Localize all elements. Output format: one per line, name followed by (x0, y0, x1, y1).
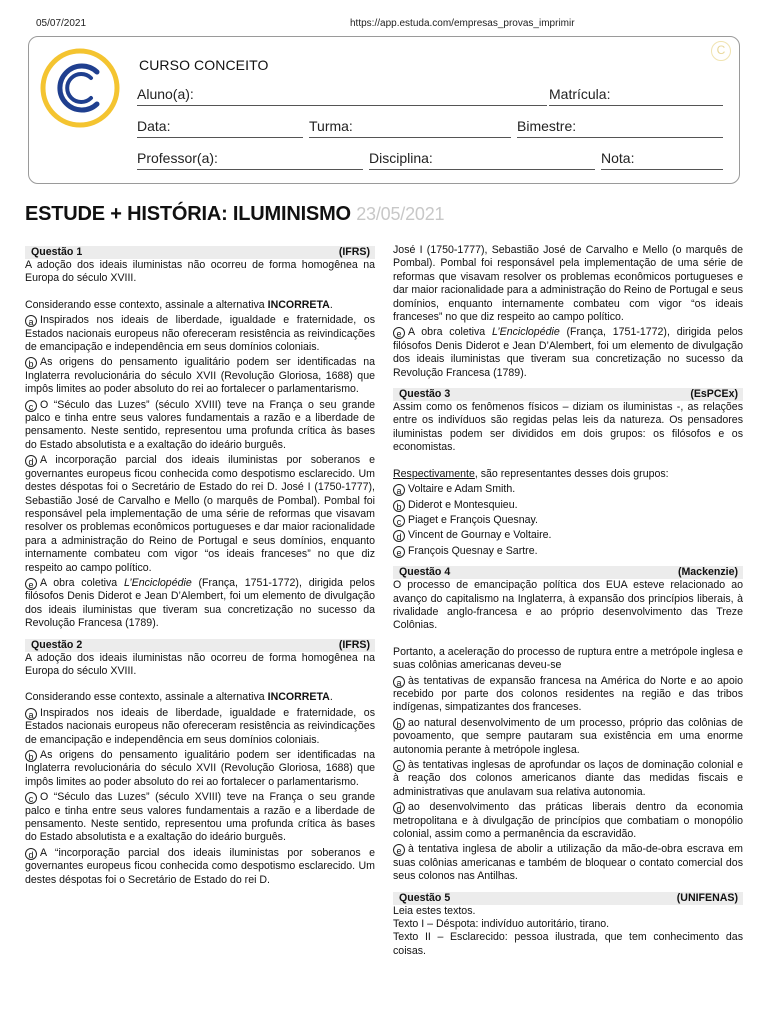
option-letter[interactable]: b (393, 500, 405, 512)
option-item[interactable]: a às tentativas de expansão francesa na América do Norte e ao apoio recebido por parte dos colonos residentes na região e das tribos indígenas, simpatizantes dos franceses. (393, 674, 743, 714)
data-field[interactable] (137, 115, 303, 138)
question-4-label: Questão 4 (399, 566, 451, 579)
question-2-continuation: José I (1750-1777), Sebastião José de Carvalho e Mello (o marquês de Pombal). Pombal foi responsável pela implementação de uma série de reformas que visavam resolver os problemas econômicos portugueses e dar maior racionalidade para a administração do Reino de Portugal e seus domínios, enquanto internamente combateu com vigor “os ideais franceses” no que diz respeito ao campo político. (393, 244, 743, 324)
option-letter[interactable]: c (25, 400, 37, 412)
option-item[interactable]: e A obra coletiva L’Enciclopédie (França, 1751-1772), dirigida pelos filósofos Denis Diderot e Jean D’Alembert, foi um elemento de divulgação dos ideais iluministas que tiveram sua concretização no sucesso da Revolução Francesa (1789). (393, 326, 743, 379)
professor-field[interactable] (137, 147, 363, 170)
question-5-text-1: Texto I – Déspota: indivíduo autoritário, tirano. (393, 918, 610, 931)
option-item[interactable]: b As origens do pensamento igualitário podem ser identificadas na Inglaterra revolucionária do século XVII (Revolução Gloriosa, 1688) que impôs limites ao poder absoluto do rei ao fortalecer o parlamentarismo. (25, 356, 375, 396)
right-column (393, 244, 743, 958)
question-4-prompt: Portanto, a aceleração do processo de ruptura entre a metrópole inglesa e suas colônias americanas deveu-se (393, 645, 743, 672)
option-item[interactable]: a Voltaire e Adam Smith. (393, 483, 743, 496)
question-2-source: (IFRS) (338, 638, 370, 651)
option-letter[interactable]: b (393, 718, 405, 730)
option-item[interactable]: d Vincent de Gournay e Voltaire. (393, 529, 743, 542)
professor-label: Professor(a): (137, 150, 218, 166)
question-2-header (25, 639, 375, 652)
school-logo (39, 47, 121, 129)
option-letter[interactable]: b (25, 357, 37, 369)
question-4-header (393, 566, 743, 579)
question-1-label: Questão 1 (31, 246, 83, 258)
option-letter[interactable]: e (25, 578, 37, 590)
option-letter[interactable]: b (25, 750, 37, 762)
option-letter[interactable]: e (393, 327, 405, 339)
option-letter[interactable]: c (393, 515, 405, 527)
left-column (25, 244, 375, 887)
option-item[interactable]: b As origens do pensamento igualitário podem ser identificadas na Inglaterra revolucionária do século XVII (Revolução Gloriosa, 1688) que impôs limites ao poder absoluto do rei ao fortalecer o parlamentarismo. (25, 749, 375, 788)
option-item[interactable]: b ao natural desenvolvimento de um processo, próprio das colônias de povoamento, que sempre pautaram sua existência em uma enorme autonomia perante à metrópole inglesa. (393, 716, 743, 756)
option-item[interactable]: d A incorporação parcial dos ideais iluministas por soberanos e governantes europeus ficou conhecida como despotismo esclarecido. Um destes déspotas foi o Secretário de Estado do rei D. José I (1750-1777), Sebastião José de Carvalho e Mello (o marquês de Pombal). Pombal foi responsável pela implementação de uma série de reformas que visavam resolver os problemas econômicos portugueses e dar maior racionalidade para a administração do Reino de Portugal e seus domínios, enquanto internamente combateu com vigor “os ideais franceses” no que diz respeito ao campo político. (25, 454, 375, 574)
aluno-label: Aluno(a): (137, 86, 194, 102)
turma-field[interactable] (309, 115, 511, 138)
option-item[interactable]: a Inspirados nos ideais de liberdade, igualdade e fraternidade, os Estados nacionais europeus não ofereceram resistência as reivindicações de emancipação e independência em seus domínios coloniais. (25, 314, 375, 354)
disciplina-label: Disciplina: (369, 150, 433, 166)
question-5-label: Questão 5 (399, 891, 451, 904)
option-letter[interactable]: a (393, 676, 405, 688)
option-letter[interactable]: e (393, 546, 405, 558)
option-letter[interactable]: d (25, 455, 37, 467)
question-2-label: Questão 2 (31, 638, 83, 651)
option-item[interactable]: c O “Século das Luzes” (século XVIII) teve na França o seu grande palco e tinha entre seus valores fundamentais a razão e a liberdade de pensamento. Neste sentido, representou uma profunda crítica às bases do Estado absolutista e a exaltação do ideário burguês. (25, 398, 375, 451)
question-5-intro: Leia estes textos. (393, 904, 476, 917)
option-item[interactable]: e François Quesnay e Sartre. (393, 545, 743, 558)
option-item[interactable]: c Piaget e François Quesnay. (393, 514, 743, 527)
question-2-prompt: Considerando esse contexto, assinale a alternativa INCORRETA. (25, 691, 333, 704)
option-letter[interactable]: a (25, 708, 37, 720)
option-letter[interactable]: c (393, 760, 405, 772)
question-3-source: (EsPCEx) (690, 388, 738, 401)
question-3-intro: Assim como os fenômenos físicos – diziam os iluministas -, as relações entre os indivíduos são regidas pelas leis da natureza. Os pensadores iluministas podem ser divididos em dois grupos: os filósofos e os economistas. (393, 401, 743, 454)
turma-label: Turma: (309, 118, 353, 134)
bimestre-field[interactable] (517, 115, 723, 138)
option-letter[interactable]: a (393, 484, 405, 496)
option-item[interactable]: c às tentativas inglesas de aprofundar os laços de dominação colonial e à reação dos colonos americanos diante das medidas fiscais e administrativas que anulavam sua relativa autonomia. (393, 759, 743, 798)
bimestre-label: Bimestre: (517, 118, 577, 134)
option-letter[interactable]: c (25, 792, 37, 804)
option-item[interactable]: c O “Século das Luzes” (século XVIII) teve na França o seu grande palco e tinha entre seus valores fundamentais a razão e a liberdade de pensamento. Neste sentido, representou uma profunda crítica às bases do Estado absolutista e a exaltação do ideário burguês. (25, 791, 375, 844)
school-name: CURSO CONCEITO (139, 57, 269, 73)
question-2-intro: A adoção dos ideais iluministas não ocorreu de forma homogênea na Europa do século XVIII. (25, 651, 375, 677)
option-item[interactable]: e A obra coletiva L’Enciclopédie (França, 1751-1772), dirigida pelos filósofos Denis Diderot e Jean D’Alembert, foi um elemento de divulgação dos ideais iluministas que tiveram sua concretização no sucesso da Revolução Francesa (1789). (25, 576, 375, 630)
option-item[interactable]: d ao desenvolvimento das práticas liberais dentro da economia metropolitana e à divulgação de princípios que combatiam o monopólio colonial, assim como a permanência da escravidão. (393, 801, 743, 841)
option-item[interactable]: a Inspirados nos ideais de liberdade, igualdade e fraternidade, os Estados nacionais europeus não ofereceram resistência as reivindicações de emancipação e independência em seus domínios coloniais. (25, 706, 375, 746)
question-1-header (25, 246, 375, 259)
question-4-intro: O processo de emancipação política dos EUA esteve relacionado ao avanço do capitalismo na Inglaterra, à expansão dos princípios liberais, à rivalidade anglo-francesa e ao próprio desenvolvimento das Treze Colônias. (393, 579, 743, 632)
question-1-intro: A adoção dos ideais iluministas não ocorreu de forma homogênea na Europa do século XVIII. (25, 259, 375, 285)
option-item[interactable]: b Diderot e Montesquieu. (393, 499, 743, 512)
title-date: 23/05/2021 (356, 204, 445, 224)
nota-label: Nota: (601, 150, 635, 166)
question-1-prompt: Considerando esse contexto, assinale a alternativa INCORRETA. (25, 298, 333, 311)
disciplina-field[interactable] (369, 147, 595, 170)
question-1-source: (IFRS) (338, 246, 370, 258)
matricula-label: Matrícula: (549, 86, 611, 102)
question-5-text-2: Texto II – Esclarecido: pessoa ilustrada, que tem conhecimento das coisas. (393, 931, 743, 957)
question-4-source: (Mackenzie) (677, 566, 738, 579)
question-3-label: Questão 3 (399, 388, 451, 401)
option-item[interactable]: d A “incorporação parcial dos ideais iluministas por soberanos e governantes europeus ficou conhecida como despotismo esclarecido. Um destes déspotas foi o Secretário de Estado do rei D. (25, 846, 375, 886)
option-letter[interactable]: e (393, 844, 405, 856)
student-header-box (28, 36, 740, 184)
print-date: 05/07/2021 (36, 18, 87, 29)
title-text: ESTUDE + HISTÓRIA: ILUMINISMO (25, 203, 351, 225)
option-letter[interactable]: a (25, 315, 37, 327)
aluno-field[interactable] (137, 83, 547, 106)
data-label: Data: (137, 118, 171, 134)
nota-field[interactable] (601, 147, 723, 170)
option-item[interactable]: e à tentativa inglesa de abolir a utilização da mão-de-obra escrava em suas colônias americanas e também de bloquear o contato comercial dos seus colonos nas Antilhas. (393, 843, 743, 883)
question-5-source: (UNIFENAS) (676, 891, 738, 904)
question-3-prompt: Respectivamente, são representantes desses dois grupos: (393, 467, 669, 480)
page-title (25, 203, 444, 226)
question-5-header (393, 892, 743, 905)
option-letter[interactable]: d (393, 802, 405, 814)
watermark-c-icon: C (711, 41, 731, 61)
matricula-field[interactable] (549, 83, 723, 106)
option-letter[interactable]: d (25, 848, 37, 860)
print-url: https://app.estuda.com/empresas_provas_imprimir (350, 18, 575, 29)
question-3-header (393, 388, 743, 401)
option-letter[interactable]: d (393, 530, 405, 542)
